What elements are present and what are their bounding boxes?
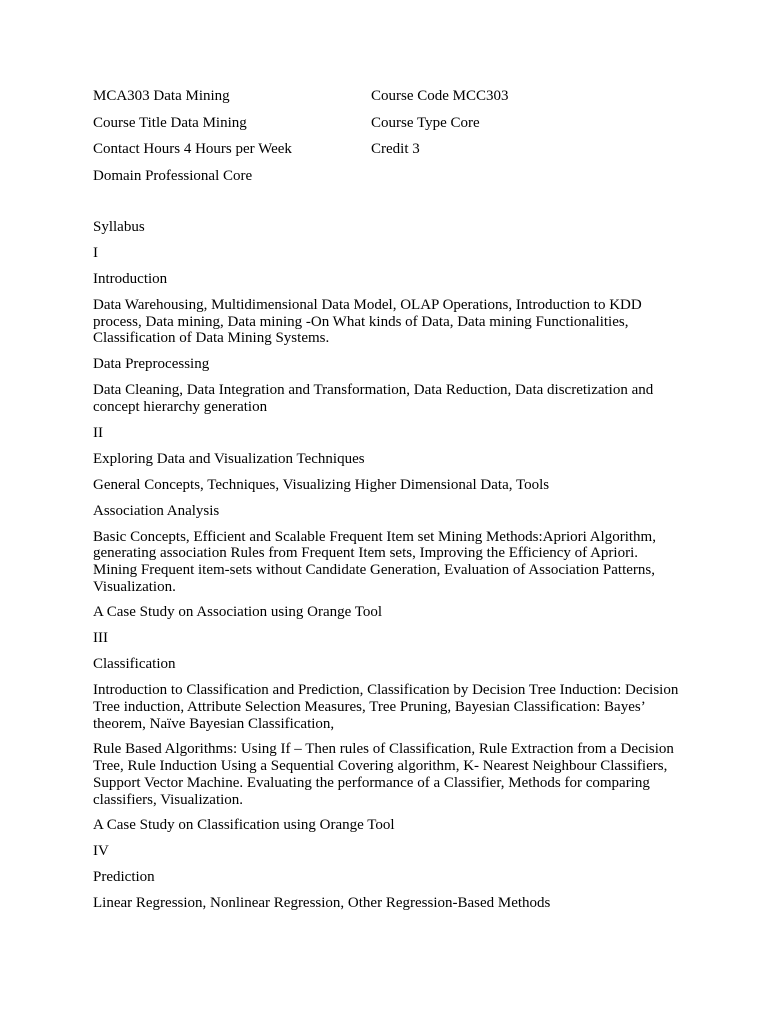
topic-content: Rule Based Algorithms: Using If – Then rules of Classification, Rule Extraction from a Decision Tree, Rule Induction Using a Sequential Covering algorithm, K- Nearest Neighbour Classifiers, Support Vector Machine. Evaluating the performance of a Classifier, Methods for comparing classifiers, Visualization. (93, 741, 674, 808)
topic-content: General Concepts, Techniques, Visualizing Higher Dimensional Data, Tools (93, 476, 550, 493)
topic-heading: Data Preprocessing (93, 356, 210, 373)
course-info-row (93, 114, 693, 141)
topic-heading: Prediction (93, 869, 155, 886)
topic-content: Data Warehousing, Multidimensional Data Model, OLAP Operations, Introduction to KDD process, Data mining, Data mining -On What kinds of Data, Data mining Functionalities, Classification of Data Mining Systems. (93, 297, 642, 347)
topic-heading: Introduction (93, 271, 168, 287)
unit-number: II (93, 424, 103, 441)
syllabus-section (93, 219, 683, 921)
contact-hours: Contact Hours 4 Hours per Week (93, 141, 292, 157)
topic-content: Data Cleaning, Data Integration and Transformation, Data Reduction, Data discretization and concept hierarchy generation (93, 382, 654, 415)
unit-number: IV (93, 843, 109, 860)
topic-content: Introduction to Classification and Prediction, Classification by Decision Tree Induction: Decision Tree induction, Attribute Selection Measures, Tree Pruning, Bayesian Classification: Bayes’ theorem, Naïve Bayesian Classification, (93, 682, 679, 732)
topic-heading: Association Analysis (93, 502, 220, 519)
course-title: Course Title Data Mining (93, 114, 247, 131)
topic-heading: Classification (93, 656, 176, 673)
unit-number: III (93, 630, 108, 647)
case-study: A Case Study on Classification using Orange Tool (93, 817, 395, 834)
course-info-row (93, 167, 693, 194)
topic-heading: Exploring Data and Visualization Techniques (93, 450, 365, 467)
course-type: Course Type Core (371, 114, 480, 131)
course-info-row (93, 87, 693, 114)
topic-content: Linear Regression, Nonlinear Regression, Other Regression-Based Methods (93, 895, 551, 912)
course-name: MCA303 Data Mining (93, 88, 230, 104)
topic-content: Basic Concepts, Efficient and Scalable Frequent Item set Mining Methods:Apriori Algorithm, generating association Rules from Frequent Item sets, Improving the Efficiency of Apriori. Mining Frequent item-sets without Candidate Generation, Evaluation of Association Patterns, Visualization. (93, 528, 656, 595)
course-info-header (93, 87, 693, 193)
domain: Domain Professional Core (93, 167, 253, 184)
case-study: A Case Study on Association using Orange Tool (93, 604, 383, 621)
credit: Credit 3 (371, 141, 420, 157)
unit-number: I (93, 245, 98, 261)
syllabus-heading: Syllabus (93, 219, 145, 235)
course-code: Course Code MCC303 (371, 88, 509, 104)
course-info-row (93, 140, 693, 167)
